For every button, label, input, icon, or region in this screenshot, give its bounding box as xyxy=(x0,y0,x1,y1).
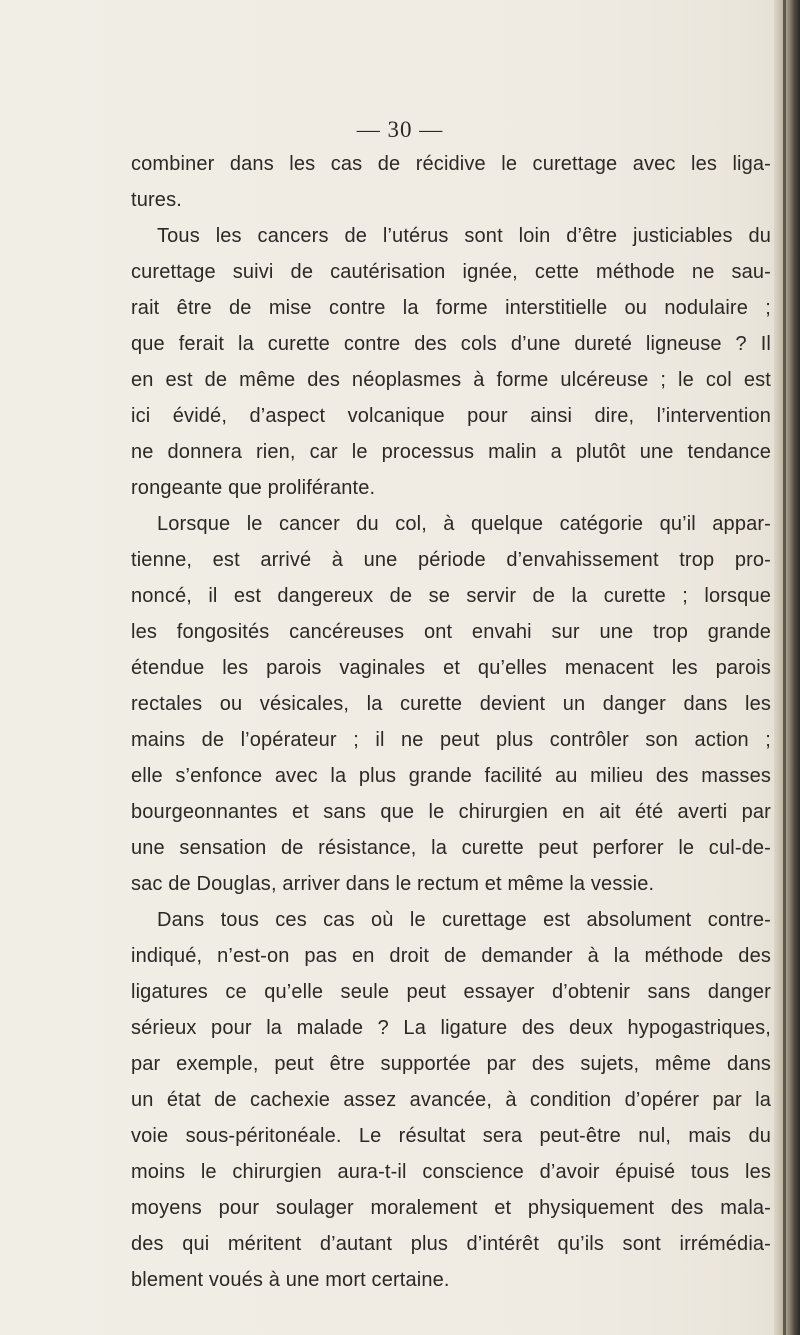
text-line: rongeante que proliférante. xyxy=(131,477,376,499)
body-text xyxy=(131,146,771,1298)
page-edge-line xyxy=(783,0,786,1335)
text-line: sac de Douglas, arriver dans le rectum et même la vessie. xyxy=(131,873,655,895)
text-line: combiner dans les cas de récidive le curettage avec les liga- xyxy=(131,153,771,175)
text-line: Lorsque le cancer du col, à quelque catégorie qu’il appar- xyxy=(157,513,771,535)
text-line: voie sous-péritonéale. Le résultat sera peut-être nul, mais du xyxy=(131,1125,771,1147)
text-line: un état de cachexie assez avancée, à condition d’opérer par la xyxy=(131,1089,771,1111)
text-line: Tous les cancers de l’utérus sont loin d’être justiciables du xyxy=(157,225,771,247)
text-line: que ferait la curette contre des cols d’une dureté ligneuse ? Il xyxy=(131,333,771,355)
text-line: bourgeonnantes et sans que le chirurgien en ait été averti par xyxy=(131,801,771,823)
text-line: ici évidé, d’aspect volcanique pour ainsi dire, l’intervention xyxy=(131,405,771,427)
text-line: une sensation de résistance, la curette peut perforer le cul-de- xyxy=(131,837,771,859)
text-line: les fongosités cancéreuses ont envahi sur une trop grande xyxy=(131,621,771,643)
text-line: tienne, est arrivé à une période d’envahissement trop pro- xyxy=(131,549,771,571)
text-line: ligatures ce qu’elle seule peut essayer d’obtenir sans danger xyxy=(131,981,771,1003)
text-line: sérieux pour la malade ? La ligature des deux hypogastriques, xyxy=(131,1017,771,1039)
text-line: noncé, il est dangereux de se servir de la curette ; lorsque xyxy=(131,585,771,607)
text-line: indiqué, n’est-on pas en droit de demander à la méthode des xyxy=(131,945,771,967)
text-line: rait être de mise contre la forme interstitielle ou nodulaire ; xyxy=(131,297,771,319)
page-number: — 30 — xyxy=(356,117,444,142)
text-line: par exemple, peut être supportée par des sujets, même dans xyxy=(131,1053,771,1075)
text-line: moins le chirurgien aura-t-il conscience d’avoir épuisé tous les xyxy=(131,1161,771,1183)
text-line: Dans tous ces cas où le curettage est absolument contre- xyxy=(157,909,771,931)
text-line: mains de l’opérateur ; il ne peut plus contrôler son action ; xyxy=(131,729,771,751)
text-line: des qui méritent d’autant plus d’intérêt qu’ils sont irrémédia- xyxy=(131,1233,771,1255)
text-line: étendue les parois vaginales et qu’elles menacent les parois xyxy=(131,657,771,679)
text-line: elle s’enfonce avec la plus grande facilité au milieu des masses xyxy=(131,765,771,787)
text-line: moyens pour soulager moralement et physiquement des mala- xyxy=(131,1197,771,1219)
page-edge-shadow xyxy=(774,0,800,1335)
text-line: tures. xyxy=(131,189,182,211)
text-line: en est de même des néoplasmes à forme ulcéreuse ; le col est xyxy=(131,369,771,391)
text-line: ne donnera rien, car le processus malin a plutôt une tendance xyxy=(131,441,771,463)
text-line: curettage suivi de cautérisation ignée, cette méthode ne sau- xyxy=(131,261,771,283)
text-line: blement voués à une mort certaine. xyxy=(131,1269,450,1291)
text-line: rectales ou vésicales, la curette devient un danger dans les xyxy=(131,693,771,715)
